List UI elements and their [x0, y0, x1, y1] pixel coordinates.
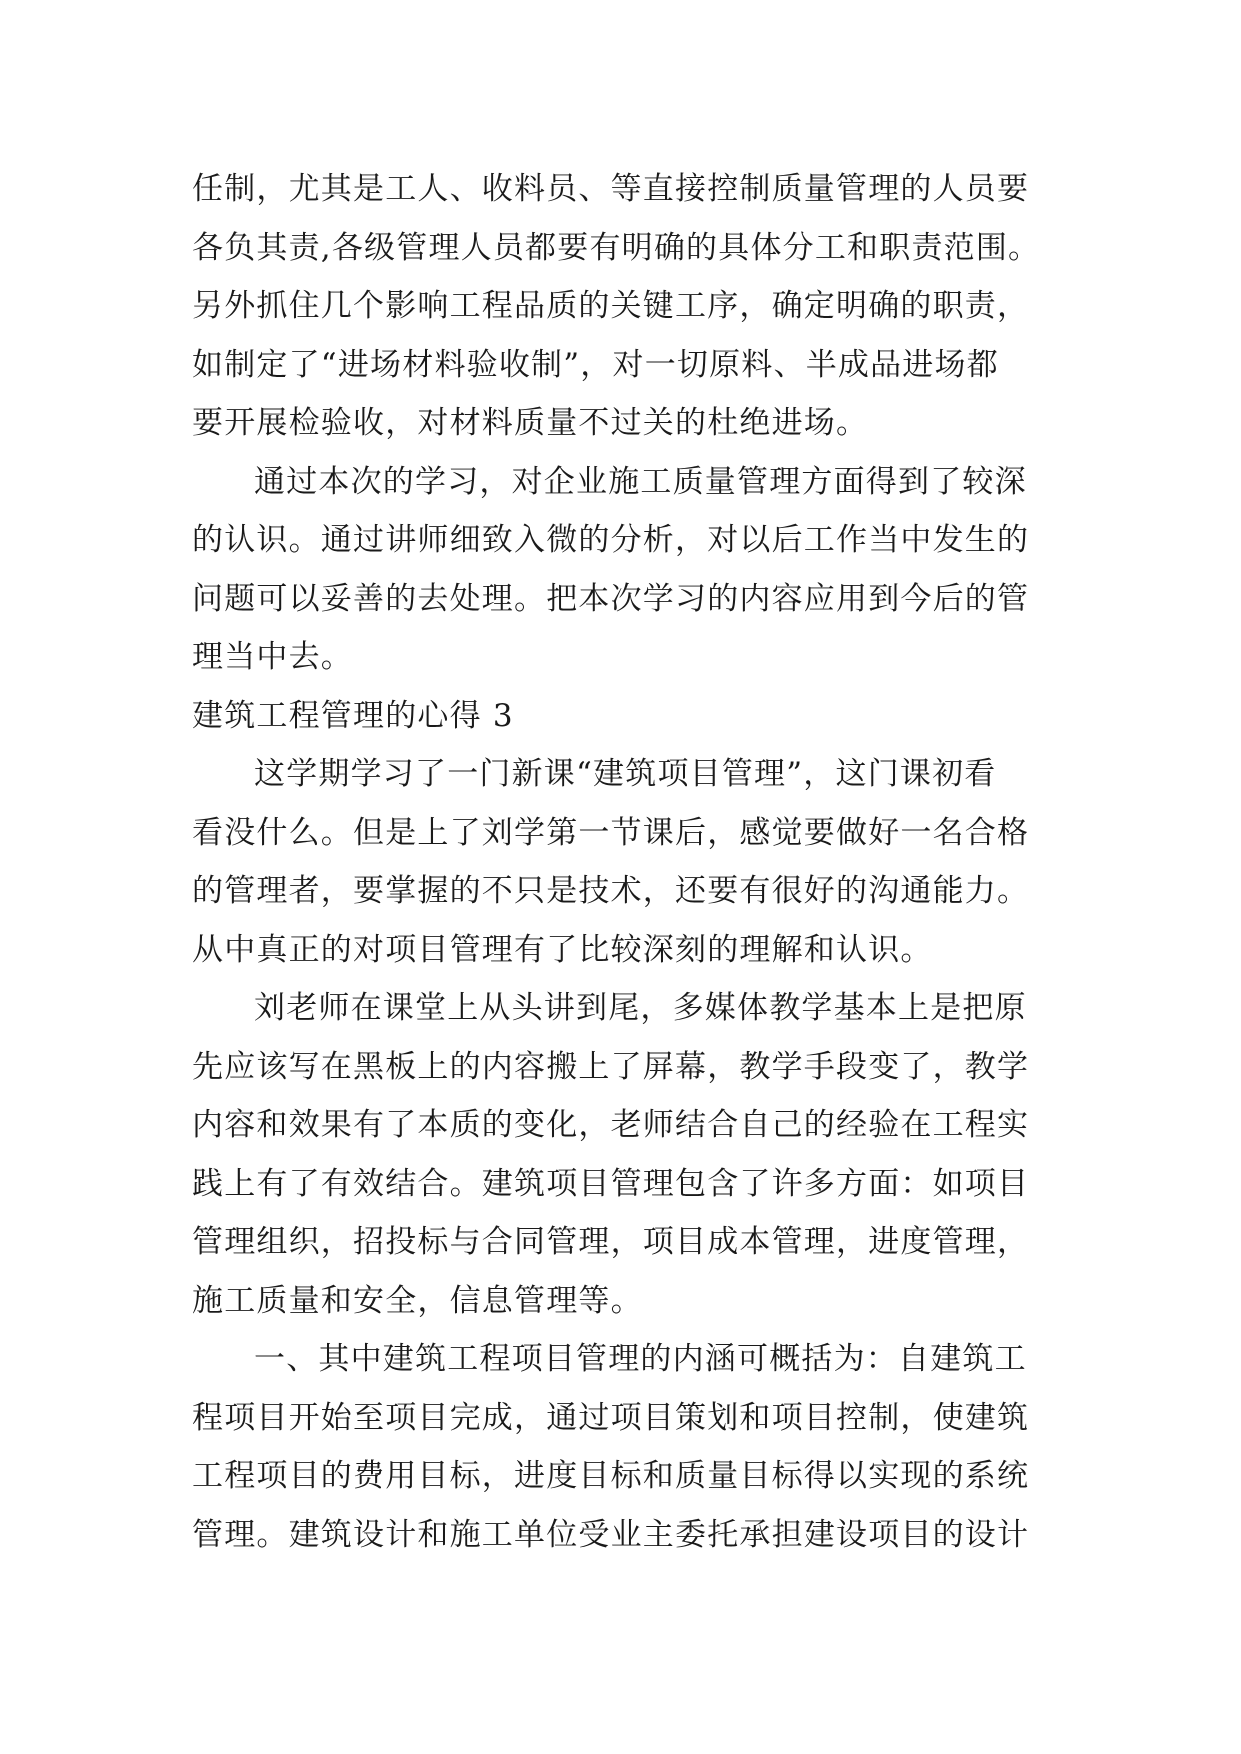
text-line: 另外抓住几个影响工程品质的关键工序，确定明确的职责， — [192, 288, 1030, 324]
text-line: 的管理者，要掌握的不只是技术，还要有很好的沟通能力。 — [192, 873, 1030, 909]
text-line: 从中真正的对项目管理有了比较深刻的理解和认识。 — [192, 931, 933, 968]
text-line: 施工质量和安全，信息管理等。 — [192, 1282, 643, 1319]
text-line: 任制，尤其是工人、收料员、等直接控制质量管理的人员要 — [192, 171, 1030, 207]
text-line: 各负其责,各级管理人员都要有明确的具体分工和职责范围。 — [192, 229, 1041, 266]
text-line: 一、其中建筑工程项目管理的内涵可概括为：自建筑工 — [254, 1341, 1027, 1377]
text-line: 践上有了有效结合。建筑项目管理包含了许多方面：如项目 — [192, 1165, 1030, 1202]
document-body — [192, 160, 1092, 1564]
text-line: 的认识。通过讲师细致入微的分析，对以后工作当中发生的 — [192, 522, 1030, 558]
text-line: 内容和效果有了本质的变化，老师结合自己的经验在工程实 — [192, 1107, 1030, 1143]
text-line: 刘老师在课堂上从头讲到尾，多媒体教学基本上是把原 — [254, 990, 1027, 1026]
text-line: 问题可以妥善的去处理。把本次学习的内容应用到今后的管 — [192, 580, 1030, 617]
text-line: 通过本次的学习，对企业施工质量管理方面得到了较深 — [254, 463, 1027, 500]
text-line: 看没什么。但是上了刘学第一节课后，感觉要做好一名合格 — [192, 814, 1030, 851]
text-line: 先应该写在黑板上的内容搬上了屏幕，教学手段变了，教学 — [192, 1048, 1030, 1085]
text-line: 工程项目的费用目标，进度目标和质量目标得以实现的系统 — [192, 1458, 1030, 1494]
text-line: 这学期学习了一门新课“建筑项目管理”，这门课初看 — [254, 756, 997, 792]
text-line: 程项目开始至项目完成，通过项目策划和项目控制，使建筑 — [192, 1399, 1030, 1436]
section-heading: 建筑工程管理的心得 3 — [192, 697, 514, 734]
text-line: 管理组织，招投标与合同管理，项目成本管理，进度管理， — [192, 1224, 1030, 1260]
text-line: 要开展检验收，对材料质量不过关的杜绝进场。 — [192, 405, 869, 441]
text-line: 如制定了“进场材料验收制”，对一切原料、半成品进场都 — [192, 346, 999, 383]
text-line: 理当中去。 — [192, 639, 353, 675]
text-line: 管理。建筑设计和施工单位受业主委托承担建设项目的设计 — [192, 1516, 1030, 1553]
